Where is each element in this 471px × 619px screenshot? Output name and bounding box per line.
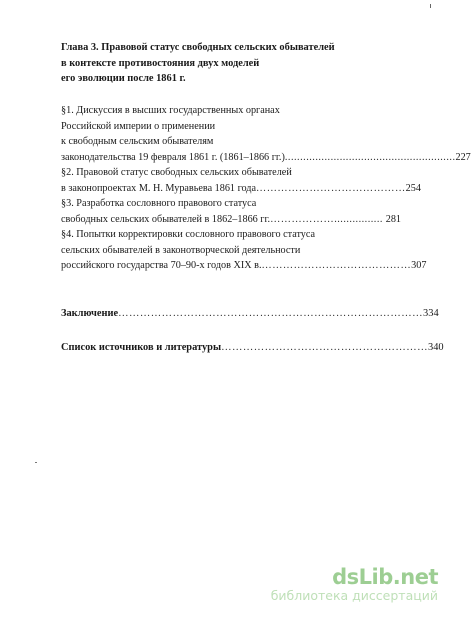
watermark-subtitle: библиотека диссертаций bbox=[270, 588, 438, 603]
toc-entry-line: §3. Разработка сословного правового статуса bbox=[61, 198, 257, 209]
toc-entry-text: Заключение bbox=[61, 308, 119, 319]
toc-entry-section-4[interactable] bbox=[61, 227, 427, 274]
toc-entry-last-line bbox=[61, 150, 471, 166]
toc-leader-dots: ........................................................ bbox=[284, 151, 456, 163]
toc-entry-line: §1. Дискуссия в высших государственных органах bbox=[61, 105, 280, 116]
toc-page-number: 334 bbox=[423, 308, 439, 319]
chapter-heading-line: Глава 3. Правовой статус свободных сельских обывателей bbox=[61, 42, 335, 53]
toc-page-number: 227 bbox=[455, 151, 471, 163]
toc-entry-line: сельских обывателей в законотворческой деятельности bbox=[61, 244, 301, 256]
toc-entry-last-line bbox=[61, 212, 401, 228]
table-of-contents bbox=[61, 103, 471, 274]
toc-leader-dots: …………………………………… bbox=[261, 260, 412, 271]
toc-entry-text: в законопроектах М. Н. Муравьева 1861 года bbox=[61, 182, 257, 194]
toc-leader-dots: ………………………………………………………………………… bbox=[118, 308, 424, 319]
toc-page-number: 340 bbox=[428, 342, 444, 353]
toc-page-number: 307 bbox=[411, 260, 427, 271]
toc-entry-text: законодательства 19 февраля 1861 г. (1861–1866 гг.) bbox=[61, 151, 285, 163]
scan-mark bbox=[430, 4, 431, 8]
toc-leader-dots: ………………................ bbox=[270, 213, 383, 225]
toc-entry-section-3[interactable] bbox=[61, 196, 401, 227]
toc-entry-line: к свободным сельским обывателям bbox=[61, 136, 214, 147]
toc-entry-text: российского государства 70–90-х годов XIX в. bbox=[61, 260, 262, 271]
toc-entry-text: свободных сельских обывателей в 1862–1866 гг. bbox=[61, 213, 271, 225]
watermark bbox=[271, 566, 438, 603]
watermark-logo: dsLib.net bbox=[332, 565, 438, 589]
toc-leader-dots: ………………………………………………… bbox=[221, 342, 428, 353]
chapter-heading-line: его эволюции после 1861 г. bbox=[61, 73, 186, 84]
toc-leader-dots: …………………………………… bbox=[256, 182, 406, 194]
toc-entry-line: §2. Правовой статус свободных сельских обывателей bbox=[61, 167, 292, 178]
toc-entry-sources[interactable] bbox=[61, 340, 444, 356]
toc-entry-last-line bbox=[61, 181, 421, 197]
scan-mark bbox=[35, 462, 37, 463]
toc-entry-section-2[interactable] bbox=[61, 165, 421, 196]
toc-entry-conclusion[interactable] bbox=[61, 306, 439, 322]
chapter-heading bbox=[61, 40, 401, 87]
toc-entry-line: §4. Попытки корректировки сословного правового статуса bbox=[61, 229, 316, 240]
chapter-heading-line: в контексте противостояния двух моделей bbox=[61, 57, 260, 69]
toc-entry-line: Российской империи о применении bbox=[61, 120, 216, 132]
toc-entry-section-1[interactable] bbox=[61, 103, 471, 165]
toc-page-number: 254 bbox=[405, 182, 421, 194]
toc-entry-last-line bbox=[61, 258, 427, 274]
toc-page-number: 281 bbox=[385, 213, 401, 225]
toc-entry-text: Список источников и литературы bbox=[61, 342, 222, 353]
